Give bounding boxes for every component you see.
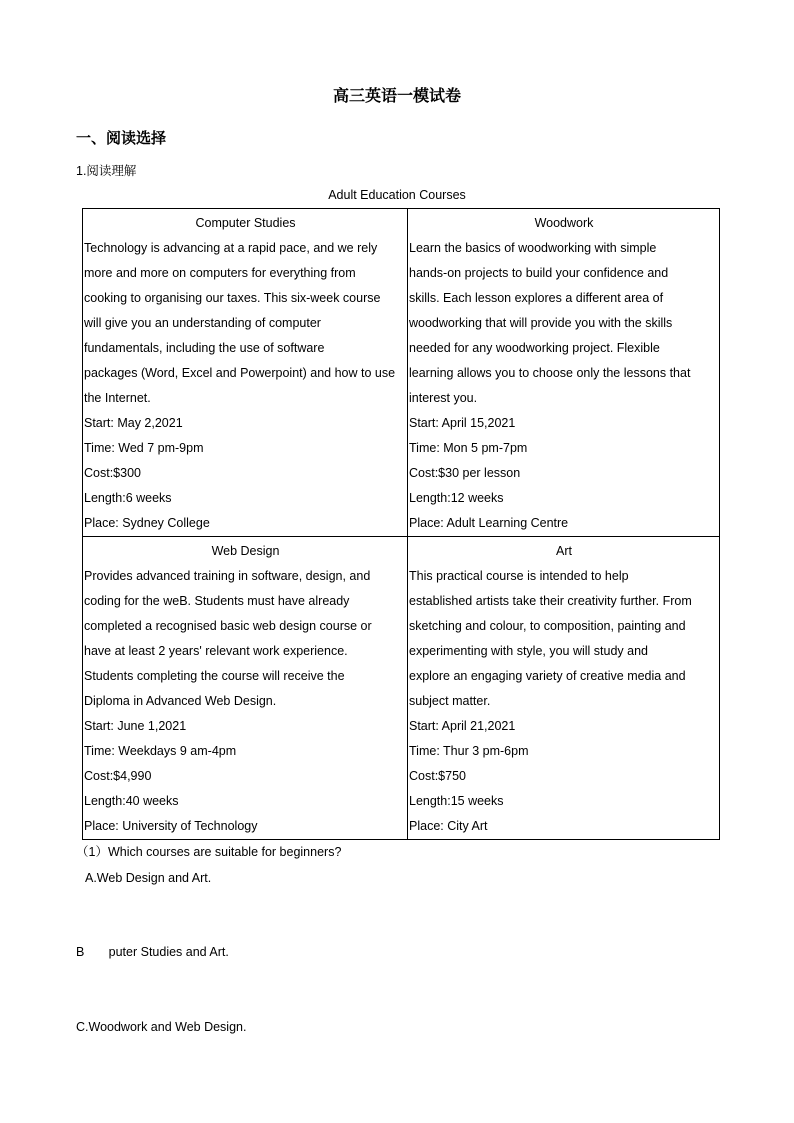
course-description-line: subject matter. bbox=[409, 694, 491, 708]
course-description-line: Diploma in Advanced Web Design. bbox=[84, 694, 277, 708]
course-cell-computer-studies bbox=[83, 209, 408, 537]
course-description-line: Learn the basics of woodworking with simple bbox=[409, 241, 657, 255]
course-start: Start: April 15,2021 bbox=[409, 416, 516, 430]
course-description-line: established artists take their creativity further. From bbox=[409, 594, 692, 608]
course-cost: Cost:$30 per lesson bbox=[409, 466, 521, 480]
course-description-line: Students completing the course will receive the bbox=[84, 669, 345, 683]
section-heading: 一、阅读选择 bbox=[76, 129, 167, 147]
course-description-line: needed for any woodworking project. Flexible bbox=[409, 341, 660, 355]
course-cell-woodwork bbox=[408, 209, 720, 537]
course-cost: Cost:$4,990 bbox=[84, 769, 152, 783]
subsection-heading: 1.阅读理解 bbox=[76, 164, 137, 178]
course-start: Start: April 21,2021 bbox=[409, 719, 516, 733]
course-start: Start: June 1,2021 bbox=[84, 719, 187, 733]
course-description-line: coding for the weB. Students must have already bbox=[84, 594, 350, 608]
course-time: Time: Mon 5 pm-7pm bbox=[409, 441, 528, 455]
answer-option-b[interactable]: B puter Studies and Art. bbox=[76, 945, 229, 959]
course-length: Length:40 weeks bbox=[84, 794, 179, 808]
courses-table bbox=[82, 208, 720, 840]
course-time: Time: Thur 3 pm-6pm bbox=[409, 744, 529, 758]
course-description-line: the Internet. bbox=[84, 391, 151, 405]
course-description-line: sketching and colour, to composition, painting and bbox=[409, 619, 686, 633]
course-description-line: more and more on computers for everything from bbox=[84, 266, 356, 280]
course-description-line: hands-on projects to build your confidence and bbox=[409, 266, 669, 280]
course-description-line: interest you. bbox=[409, 391, 478, 405]
course-place: Place: University of Technology bbox=[84, 819, 258, 833]
course-title: Computer Studies bbox=[195, 216, 296, 230]
course-time: Time: Weekdays 9 am-4pm bbox=[84, 744, 237, 758]
course-description-line: completed a recognised basic web design course or bbox=[84, 619, 372, 633]
course-cost: Cost:$750 bbox=[409, 769, 466, 783]
course-start: Start: May 2,2021 bbox=[84, 416, 183, 430]
table-row bbox=[83, 537, 720, 840]
course-description-line: learning allows you to choose only the lessons that bbox=[409, 366, 691, 380]
course-title: Woodwork bbox=[534, 216, 594, 230]
question-text: （1）Which courses are suitable for beginners? bbox=[76, 845, 342, 859]
course-place: Place: City Art bbox=[409, 819, 488, 833]
course-place: Place: Adult Learning Centre bbox=[409, 516, 569, 530]
table-caption: Adult Education Courses bbox=[328, 188, 466, 202]
course-description-line: fundamentals, including the use of software bbox=[84, 341, 325, 355]
page-title: 高三英语一模试卷 bbox=[332, 86, 461, 105]
course-title: Art bbox=[556, 544, 572, 558]
course-length: Length:15 weeks bbox=[409, 794, 504, 808]
course-cell-web-design bbox=[83, 537, 408, 840]
course-place: Place: Sydney College bbox=[84, 516, 210, 530]
course-description-line: skills. Each lesson explores a different area of bbox=[409, 291, 664, 305]
course-length: Length:12 weeks bbox=[409, 491, 504, 505]
course-description-line: will give you an understanding of computer bbox=[84, 316, 321, 330]
course-time: Time: Wed 7 pm-9pm bbox=[84, 441, 204, 455]
course-cost: Cost:$300 bbox=[84, 466, 141, 480]
table-row bbox=[83, 209, 720, 537]
course-description-line: Technology is advancing at a rapid pace, and we rely bbox=[84, 241, 378, 255]
answer-option-a[interactable]: A.Web Design and Art. bbox=[85, 871, 212, 885]
course-description-line: have at least 2 years' relevant work experience. bbox=[84, 644, 348, 658]
course-cell-art bbox=[408, 537, 720, 840]
course-description-line: Provides advanced training in software, design, and bbox=[84, 569, 371, 583]
course-description-line: This practical course is intended to help bbox=[409, 569, 629, 583]
answer-option-c[interactable]: C.Woodwork and Web Design. bbox=[76, 1020, 247, 1034]
course-description-line: packages (Word, Excel and Powerpoint) and how to use bbox=[84, 366, 396, 380]
course-description-line: cooking to organising our taxes. This six-week course bbox=[84, 291, 381, 305]
course-description-line: explore an engaging variety of creative media and bbox=[409, 669, 686, 683]
course-length: Length:6 weeks bbox=[84, 491, 172, 505]
course-description-line: experimenting with style, you will study and bbox=[409, 644, 649, 658]
course-title: Web Design bbox=[211, 544, 280, 558]
course-description-line: woodworking that will provide you with the skills bbox=[409, 316, 673, 330]
